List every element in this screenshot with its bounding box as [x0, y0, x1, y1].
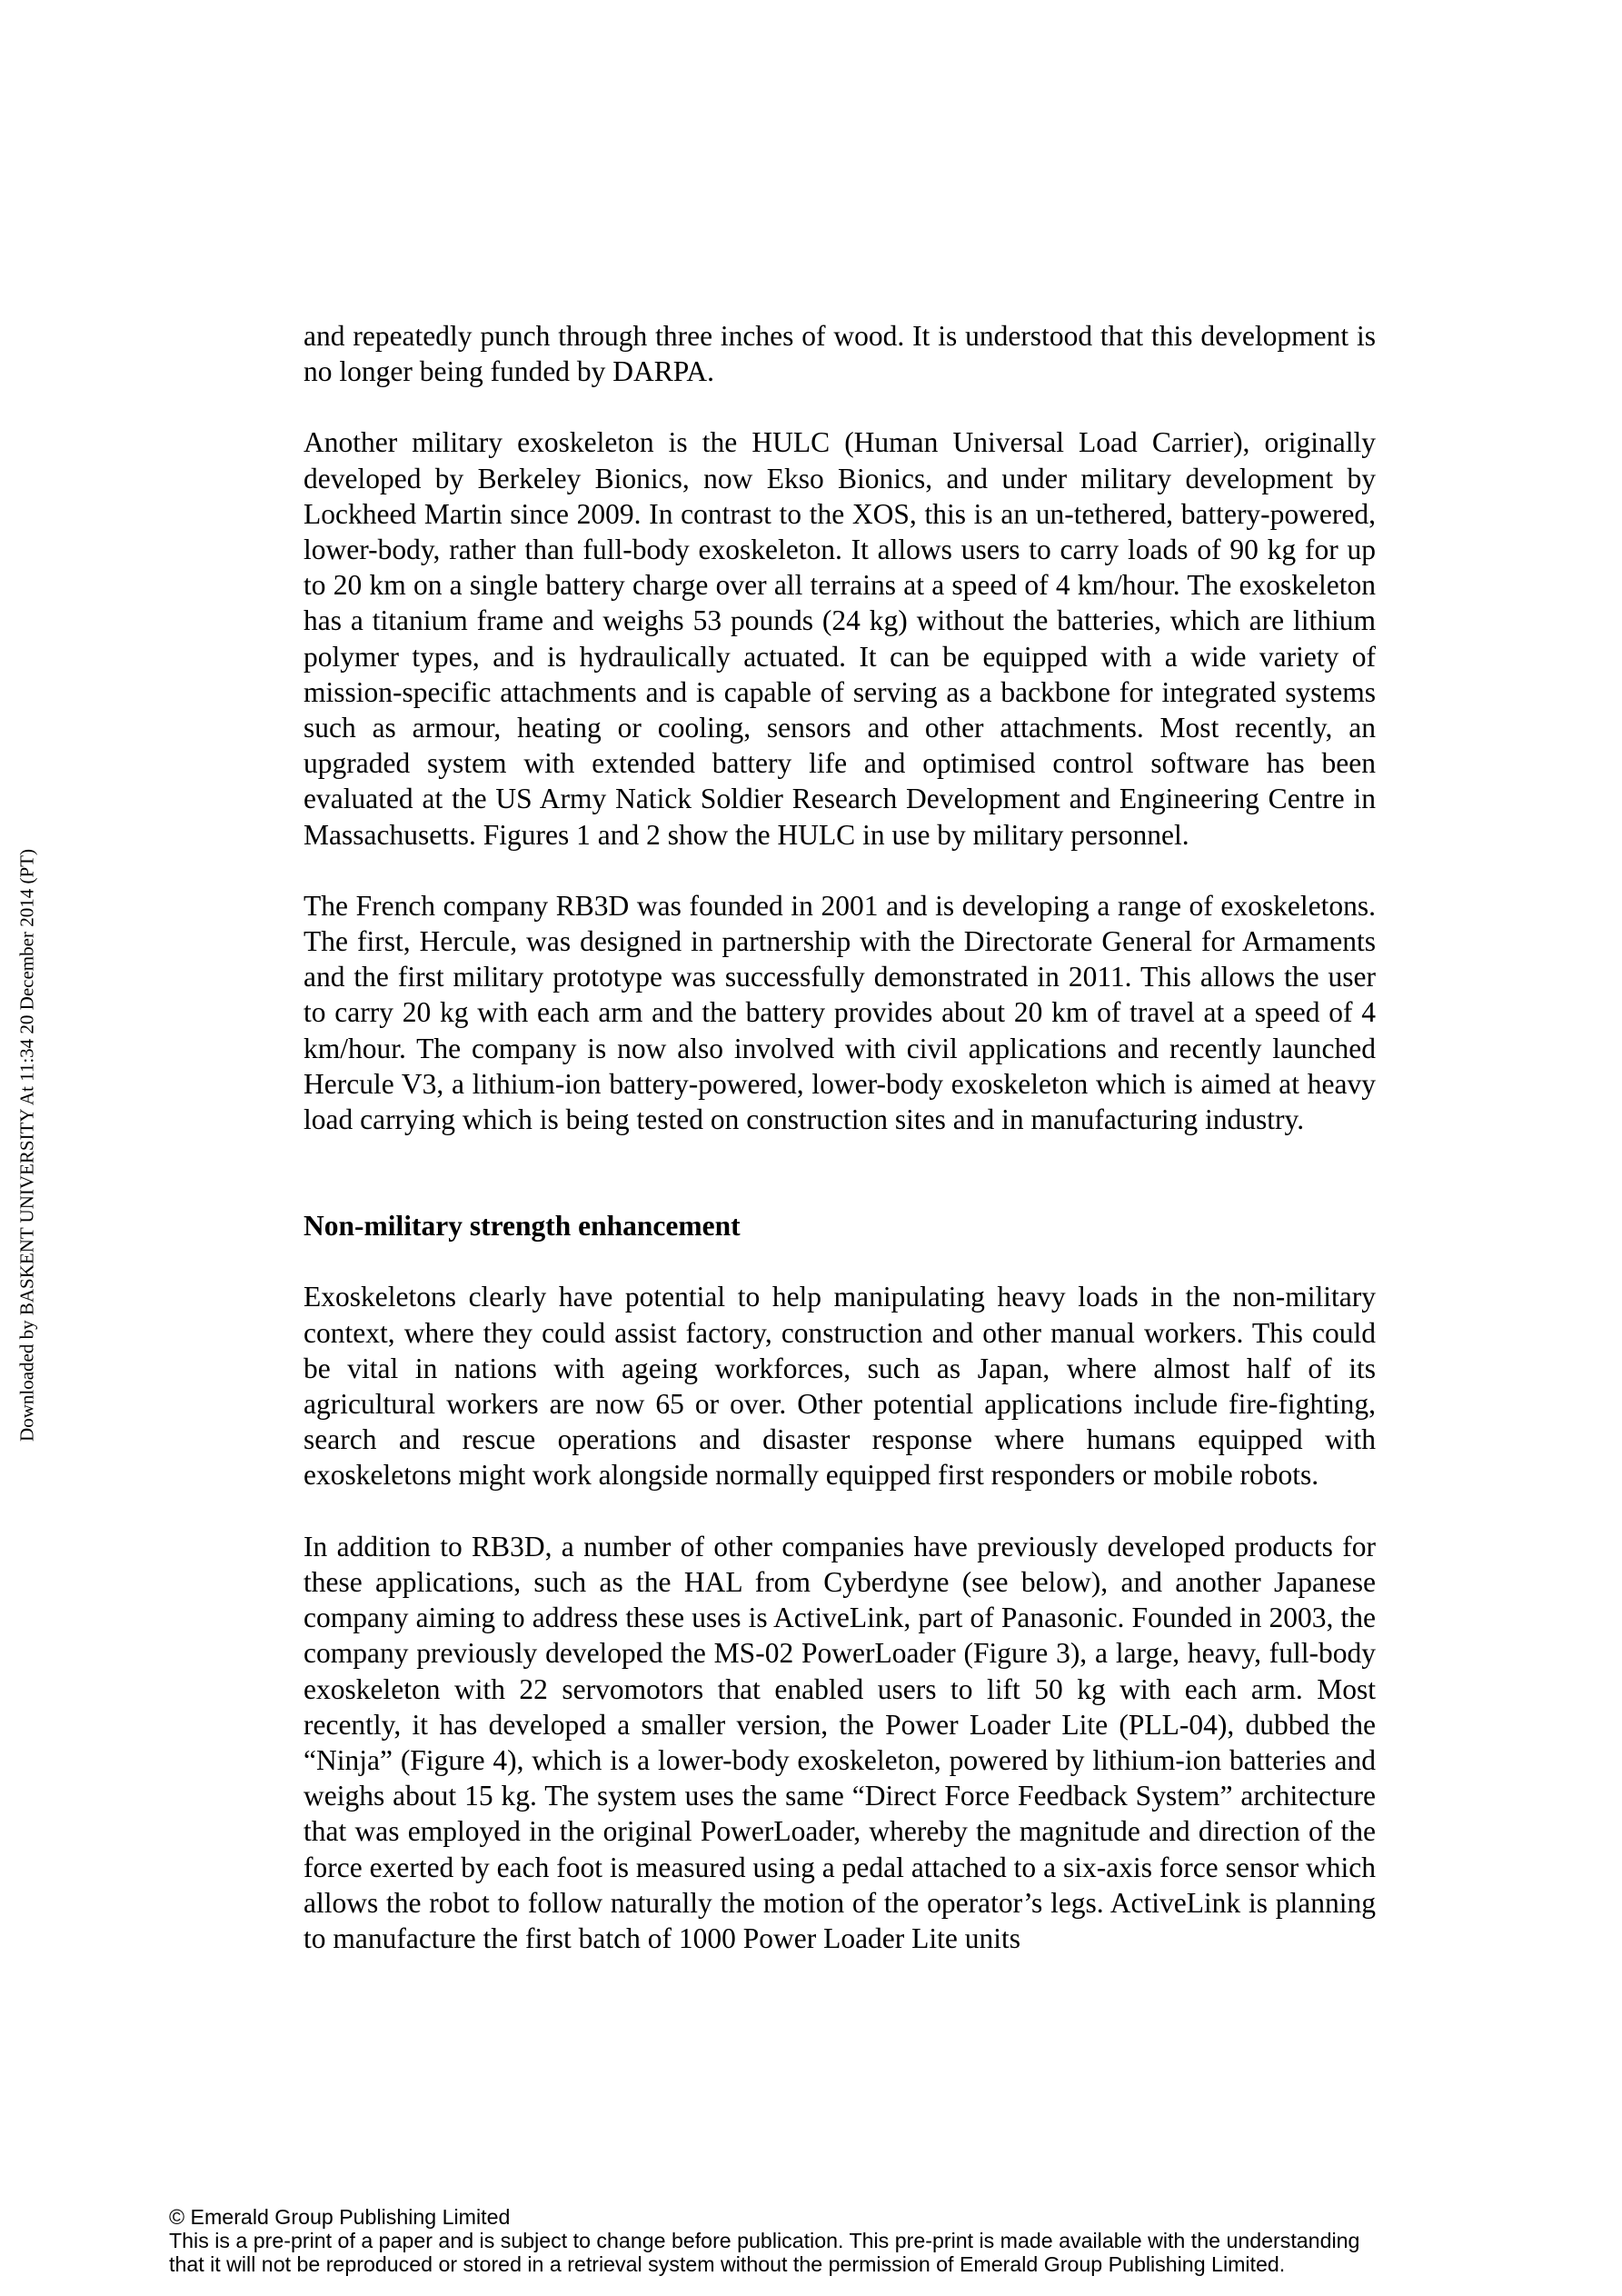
copyright-line: © Emerald Group Publishing Limited: [169, 2205, 511, 2229]
paragraph-darpa: and repeatedly punch through three inches of wood. It is understood that this development is no longer being funded by DARPA.: [304, 320, 1376, 388]
download-watermark: Downloaded by BASKENT UNIVERSITY At 11:34 20 December 2014 (PT): [15, 849, 38, 1442]
publisher-footer: [169, 2205, 1487, 2276]
paragraph-non-military: Exoskeletons clearly have potential to help manipulating heavy loads in the non-military context, where they could assist factory, construction and other manual workers. This could be vital in nations with ageing workforces, such as Japan, where almost half of its agricultural workers are now 65 or over. Other potential applications include fire-fighting, search and rescue operations and disaster response where humans equipped with exoskeletons might work alongside normally equipped first responders or mobile robots.: [304, 1281, 1376, 1492]
article-body: [304, 318, 1376, 1956]
preprint-notice-line1: This is a pre-print of a paper and is subject to change before publication. This pre-print is made available with the understanding: [169, 2229, 1360, 2252]
preprint-notice-line2: that it will not be reproduced or stored in a retrieval system without the permission of Emerald Group Publishing Limited.: [169, 2252, 1286, 2276]
paragraph-hulc: Another military exoskeleton is the HULC (Human Universal Load Carrier), originally developed by Berkeley Bionics, now Ekso Bionics, and under military development by Lockheed Martin since 2009. In contrast to the XOS, this is an un-tethered, battery-powered, lower-body, rather than full-body exoskeleton. It allows users to carry loads of 90 kg for up to 20 km on a single battery charge over all terrains at a speed of 4 km/hour. The exoskeleton has a titanium frame and weighs 53 pounds (24 kg) without the batteries, which are lithium polymer types, and is hydraulically actuated. It can be equipped with a wide variety of mission-specific attachments and is capable of serving as a backbone for integrated systems such as armour, heating or cooling, sensors and other attachments. Most recently, an upgraded system with extended battery life and optimised control software has been evaluated at the US Army Natick Soldier Research Development and Engineering Centre in Massachusetts. Figures 1 and 2 show the HULC in use by military personnel.: [304, 426, 1376, 851]
paragraph-activelink: In addition to RB3D, a number of other companies have previously developed products for these applications, such as the HAL from Cyberdyne (see below), and another Japanese company aiming to address these uses is ActiveLink, part of Panasonic. Founded in 2003, the company previously developed the MS-02 PowerLoader (Figure 3), a large, heavy, full-body exoskeleton with 22 servomotors that enabled users to lift 50 kg with each arm. Most recently, it has developed a smaller version, the Power Loader Lite (PLL-04), dubbed the “Ninja” (Figure 4), which is a lower-body exoskeleton, powered by lithium-ion batteries and weighs about 15 kg. The system uses the same “Direct Force Feedback System” architecture that was employed in the original PowerLoader, whereby the magnitude and direction of the force exerted by each foot is measured using a pedal attached to a six-axis force sensor which allows the robot to follow naturally the motion of the operator’s legs. ActiveLink is planning to manufacture the first batch of 1000 Power Loader Lite units: [304, 1530, 1376, 1954]
section-heading: Non-military strength enhancement: [304, 1210, 741, 1243]
paragraph-rb3d: The French company RB3D was founded in 2001 and is developing a range of exoskeletons. The first, Hercule, was designed in partnership with the Directorate General for Armaments and the first military prototype was successfully demonstrated in 2011. This allows the user to carry 20 kg with each arm and the battery provides about 20 km of travel at a speed of 4 km/hour. The company is now also involved with civil applications and recently launched Hercule V3, a lithium-ion battery-powered, lower-body exoskeleton which is aimed at heavy load carrying which is being tested on construction sites and in manufacturing industry.: [304, 889, 1376, 1136]
